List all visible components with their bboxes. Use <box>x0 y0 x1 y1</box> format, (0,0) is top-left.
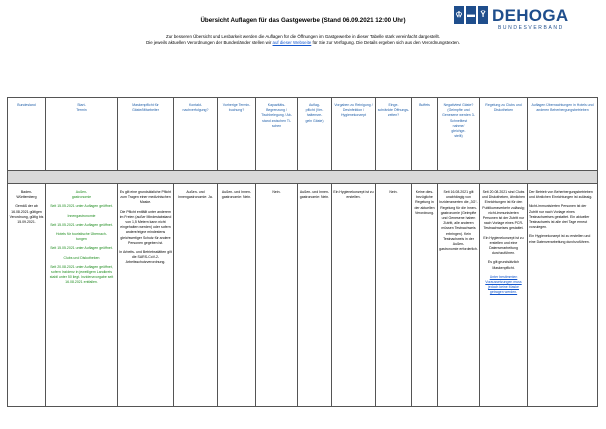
bundesland-name: Baden- Württemberg <box>16 190 37 200</box>
clubs-paragraph: Es gilt grundsätzlich Maskenpflicht. <box>487 260 520 270</box>
glass-icon: Ÿ <box>478 6 488 24</box>
clubs-paragraph: Seit 20.08.2021 sind Clubs und Diskotheken, ähnlichen Einrichtungen ist für den Publikumsverkehr zulässig; nicht-immunisierten Personen ist der Zutritt nur nach Vorlage eines PCR-Testnachweises gestattet. <box>481 190 525 231</box>
separator-row <box>8 171 598 184</box>
logo-subtitle: BUNDESVERBAND <box>498 25 564 31</box>
intro-line-1: Zur besseren Übersicht und Lesbarkeit werden die Auflagen für die Öffnungen im Gastgewerbe in dieser Tabelle stark vereinfacht dargestellt. <box>166 34 440 39</box>
column-header: Regelung zu Clubs und Diskotheken <box>480 98 528 171</box>
intro-line-2-a: Die jeweils aktuellen Verordnungen der Bundesländer stellen wir <box>146 40 272 46</box>
column-header: Buffets <box>412 98 438 171</box>
regulations-table <box>7 97 598 407</box>
column-header: Vorgaben zu Reinigung / Desinfektion / Hygienekonzept <box>332 98 376 171</box>
start-text: Seit 15.05.2021 unter Auflagen geöffnet. <box>50 222 113 227</box>
cell-auflag: Außen- und Innen- gastronomie: Nein. <box>298 184 332 407</box>
chef-icon: ♔ <box>454 6 464 24</box>
column-header: Bundesland <box>8 98 46 171</box>
clubs-paragraph[interactable]: Unter bestimmten Voraussetzungen muss jedoch keine Maske getragen werden. <box>485 274 522 295</box>
cell-buffets: Keine dies- bezügliche Regelung in der aktuellen Verordnung. <box>412 184 438 407</box>
logo-wordmark: DEHOGA <box>492 6 569 25</box>
column-header: Maskenpflicht für Gäste/Mitarbeiter <box>118 98 174 171</box>
cell-bundesland <box>8 184 46 407</box>
bundesland-note: Gemäß der ab 16.08.2021 gültigen Verordnung, gültig bis 15.09.2021. <box>9 204 44 225</box>
start-text: Seit 15.05.2021 unter Auflagen geöffnet. <box>50 204 113 209</box>
regulations-link[interactable]: auf dieser Webseite <box>272 40 312 46</box>
cell-termin: Außen- und Innen- gastronomie: Nein. <box>218 184 256 407</box>
hotels-paragraph: Der Betrieb von Beherbergungsbetrieben und ähnlichen Einrichtungen ist zulässig. <box>529 190 593 200</box>
column-header: Kontakt- nachverfolgung? <box>174 98 218 171</box>
clubs-paragraph: Ein Hygienekonzept ist zu erstellen und eine Datenverarbeitung durchzuführen. <box>483 235 524 256</box>
start-heading: Innengastronomie <box>67 213 96 218</box>
column-header: Auflag- pflicht (Ver- haltensre- geln Gäste) <box>298 98 332 171</box>
intro-line-2-b: für Sie zur Verfügung. Die Details ergeben sich aus den Verordnungstexten. <box>312 40 460 46</box>
start-heading: Außen- gastronomie <box>71 190 92 200</box>
masken-paragraph: Die Pflicht entfällt unter anderem im Freien (außer Mindestabstand von 1,5 Metern kann nicht eingehalten werden) oder sofern andere/eigne mindestens gleichwertiger Schutz für andere Personen gegeben ist. <box>119 209 172 245</box>
intro-text <box>60 34 546 47</box>
cell-hotels <box>528 184 598 407</box>
cell-kapazitaet: Nein. <box>256 184 298 407</box>
cell-oeffnung: Nein. <box>376 184 412 407</box>
start-text: Seit 15.05.2021 unter Auflagen geöffnet. <box>50 246 113 251</box>
cell-clubs <box>480 184 528 407</box>
table-row <box>8 184 598 407</box>
cell-start <box>46 184 118 407</box>
hotels-paragraph: Ein Hygienekonzept ist zu erstellen und eine Datenverarbeitung durchzuführen. <box>529 234 591 244</box>
column-header: Auflagen Übernachtungen in Hotels und anderen Beherbergungsbetrieben <box>528 98 598 171</box>
column-header: Start- Termin <box>46 98 118 171</box>
column-header: Kapazitäts- Begrenzung / Tischbelegung / Ab- stand zwischen Ti- schen <box>256 98 298 171</box>
intro-line-2 <box>60 40 546 46</box>
column-header: Einge- schränkte Öffnungs- zeiten? <box>376 98 412 171</box>
header-row <box>8 98 598 171</box>
column-header: Negativtest Gäste? (Geimpfte und Genesene werden 3- Schnelltest nahme/ gleichge- stellt) <box>438 98 480 171</box>
separator-cell <box>8 171 598 184</box>
cell-hygiene: Ein Hygienekonzept ist zu erstellen. <box>332 184 376 407</box>
column-header: Vorherige Termin- buchung? <box>218 98 256 171</box>
hotels-paragraph: Nicht-immunisierten Personen ist der Zutritt nur nach Vorlage eines Testnachweises gestattet. Ein aktueller Testnachweis ist alle drei Tage erneut vorzulegen. <box>529 204 590 230</box>
cell-negativ <box>438 184 480 407</box>
start-heading: Hotels für touristische Übernach- tungen <box>56 232 107 242</box>
cell-kontakt: Außen- und Innengastronomie: Ja. <box>174 184 218 407</box>
document-title: Übersicht Auflagen für das Gastgewerbe (Stand 06.09.2021 12:00 Uhr) <box>200 17 406 24</box>
cell-masken <box>118 184 174 407</box>
masken-paragraph: In Arbeits- und Betriebsstätten gilt die SARS-CoV-2-Arbeitsschutzverordnung. <box>119 250 172 265</box>
negativ-paragraph: Seit 16.08.2021 gilt unabhängig von Inzidenzwerten die „3G“-Regelung für die Innen- gastronomie (Geimpfte und Genesene haben Zutritt, alle anderen müssen Testnachweis erbringen). Kein Testnachweis in der Außen- gastronomie erforderlich. <box>439 190 478 252</box>
masken-paragraph: Es gilt eine grundsätzliche Pflicht zum Tragen einer medizinischen Maske. <box>119 190 172 205</box>
start-heading: Clubs und Diskotheken <box>63 255 100 260</box>
bed-icon: ▬ <box>466 6 476 24</box>
start-text: Seit 20.08.2021 unter Auflagen geöffnet, sofern Inzidenz in jeweiligem Landkreis stabil unter 50 liegt. Inzidenzvorgabe seit 16.08.2021 entfallen. <box>49 264 114 285</box>
